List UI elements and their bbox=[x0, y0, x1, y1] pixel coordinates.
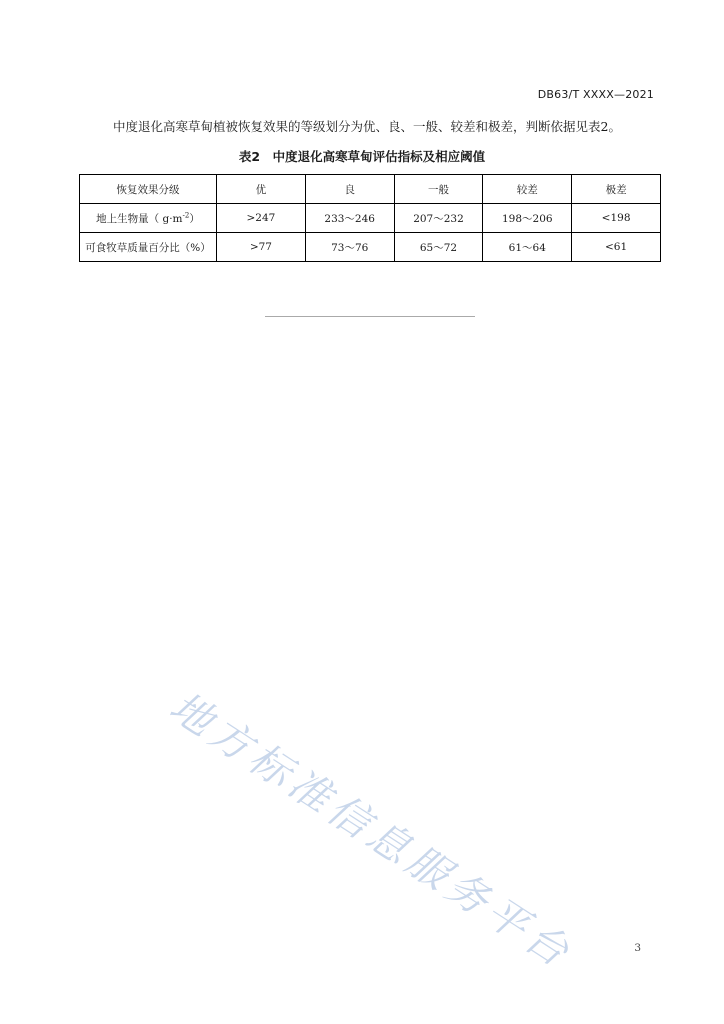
table-cell: 65～72 bbox=[394, 233, 483, 262]
table-cell: 233～246 bbox=[305, 204, 394, 233]
table-cell: <198 bbox=[572, 204, 661, 233]
header-cell-good: 良 bbox=[305, 175, 394, 204]
header-cell-poor: 较差 bbox=[483, 175, 572, 204]
page-number: 3 bbox=[634, 942, 641, 954]
end-divider bbox=[265, 316, 475, 317]
table-row bbox=[80, 204, 661, 233]
table-caption: 表2 中度退化高寒草甸评估指标及相应阈值 bbox=[238, 149, 486, 164]
table-row bbox=[80, 233, 661, 262]
header-cell-very-poor: 极差 bbox=[572, 175, 661, 204]
table-cell: >247 bbox=[217, 204, 306, 233]
row-label-forage-percent: 可食牧草质量百分比（%） bbox=[80, 233, 217, 262]
table-cell: 61～64 bbox=[483, 233, 572, 262]
table-cell: <61 bbox=[572, 233, 661, 262]
watermark: 地方标准信息服务平台 bbox=[161, 682, 582, 979]
standard-code: DB63/T XXXX—2021 bbox=[537, 88, 654, 101]
row-label-biomass: 地上生物量（ $g\cdot m^{-2}$） bbox=[80, 204, 217, 233]
header-cell-fair: 一般 bbox=[394, 175, 483, 204]
header-cell-excellent: 优 bbox=[217, 175, 306, 204]
table-cell: 73～76 bbox=[305, 233, 394, 262]
table-header-row bbox=[80, 175, 661, 204]
header-cell-grade: 恢复效果分级 bbox=[80, 175, 217, 204]
table-cell: 207～232 bbox=[394, 204, 483, 233]
body-paragraph: 中度退化高寒草甸植被恢复效果的等级划分为优、良、一般、较差和极差，判断依据见表2。 bbox=[113, 119, 621, 134]
table-cell: >77 bbox=[217, 233, 306, 262]
evaluation-table bbox=[79, 174, 661, 262]
table-cell: 198～206 bbox=[483, 204, 572, 233]
